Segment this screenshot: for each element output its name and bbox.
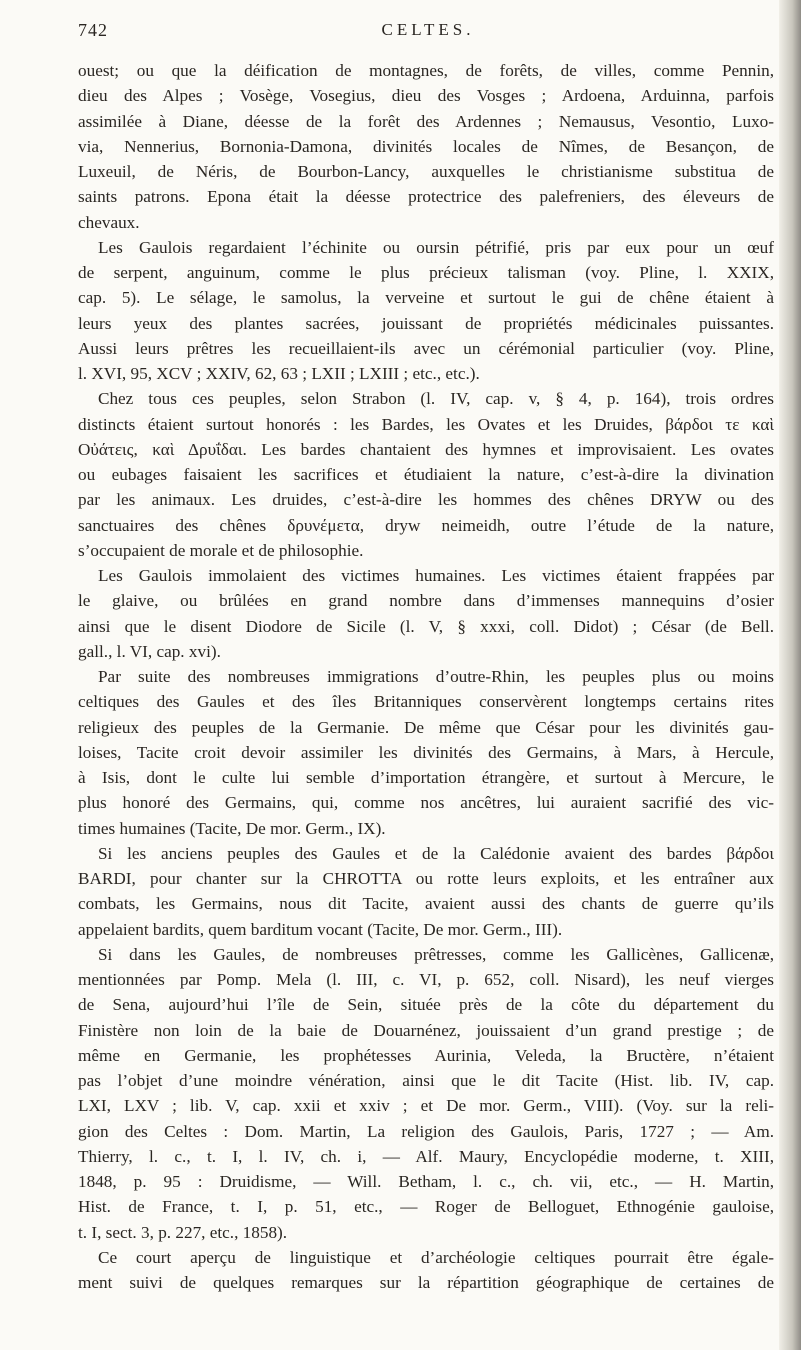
text-line: gall., l. VI, cap. xvi). xyxy=(78,641,221,661)
body-text xyxy=(78,58,774,1295)
page-edge-shadow xyxy=(779,0,801,1350)
text-line: l. XVI, 95, XCV ; XXIV, 62, 63 ; LXII ; LXIII ; etc., etc.). xyxy=(78,364,480,383)
text-line: Si les anciens peuples des Gaules et de la Calédonie avaient des bardes βάρδοι xyxy=(98,843,774,863)
text-line: Par suite des nombreuses immigrations d’outre-Rhin, les peuples plus ou moins xyxy=(98,667,774,686)
text-line: chevaux. xyxy=(78,212,140,232)
text-line: même en Germanie, les prophétesses Aurinia, Veleda, la Bructère, n’étaient xyxy=(78,1045,774,1065)
text-line: Thierry, l. c., t. I, l. IV, ch. i, — Alf. Maury, Encyclopédie moderne, t. XIII, xyxy=(78,1146,774,1166)
text-line: distincts étaient surtout honorés : les Bardes, les Ovates et les Druides, βάρδοι τε καὶ xyxy=(78,414,774,434)
text-line: Les Gaulois regardaient l’échinite ou oursin pétrifié, pris par eux pour un œuf xyxy=(98,237,774,257)
text-line: gion des Celtes : Dom. Martin, La religion des Gaulois, Paris, 1727 ; — Am. xyxy=(78,1121,774,1141)
text-line: appelaient bardits, quem barditum vocant (Tacite, De mor. Germ., III). xyxy=(78,919,563,939)
text-line: t. I, sect. 3, p. 227, etc., 1858). xyxy=(78,1222,288,1242)
text-line: BARDI, pour chanter sur la CHROTTA ou rotte leurs exploits, et les entraîner aux xyxy=(78,869,774,888)
text-line: combats, les Germains, nous dit Tacite, avaient aussi des chants de guerre qu’ils xyxy=(78,894,774,914)
text-line: via, Nennerius, Bornonia-Damona, divinités locales de Nîmes, de Besançon, de xyxy=(78,136,774,156)
text-line: mentionnées par Pomp. Mela (l. III, c. VI, p. 652, coll. Nisard), les neuf vierges xyxy=(78,970,774,989)
text-line: ou eubages faisaient les sacrifices et étudiaient la nature, c’est-à-dire la divination xyxy=(78,465,774,484)
page-header xyxy=(78,20,778,48)
text-line: plus honoré des Germains, qui, comme nos ancêtres, lui auraient sacrifié des vic- xyxy=(78,793,774,813)
text-line: s’occupaient de morale et de philosophie. xyxy=(78,540,364,560)
text-line: assimilée à Diane, déesse de la forêt des Ardennes ; Nemausus, Vesontio, Luxo- xyxy=(78,111,774,131)
running-title: CELTES. xyxy=(381,20,475,39)
text-line: cap. 5). Le sélage, le samolus, la verveine et surtout le gui de chêne étaient à xyxy=(78,288,774,308)
text-line: ment suivi de quelques remarques sur la répartition géographique de certaines de xyxy=(78,1273,774,1292)
text-line: à Isis, dont le culte lui semble d’importation étrangère, et surtout à Mercure, le xyxy=(78,768,774,787)
text-line: times humaines (Tacite, De mor. Germ., IX). xyxy=(78,818,386,838)
text-line: Ce court aperçu de linguistique et d’archéologie celtiques pourrait être égale- xyxy=(98,1247,774,1267)
text-line: Οὐάτεις, καὶ Δρυΐδαι. Les bardes chantaient des hymnes et improvisaient. Les ovates xyxy=(78,439,774,459)
page-number: 742 xyxy=(78,20,108,40)
text-line: LXI, LXV ; lib. V, cap. xxii et xxiv ; et De mor. Germ., VIII). (Voy. sur la reli- xyxy=(78,1096,774,1116)
text-line: de Sena, aujourd’hui l’île de Sein, située près de la côte du département du xyxy=(78,995,774,1015)
text-line: leurs yeux des plantes sacrées, jouissant de propriétés médicinales puissantes. xyxy=(78,313,774,333)
text-line: religieux des peuples de la Germanie. De même que César pour les divinités gau- xyxy=(78,717,774,737)
text-line: ainsi que le disent Diodore de Sicile (l. V, § xxxi, coll. Didot) ; César (de Bell. xyxy=(78,616,774,636)
text-line: 1848, p. 95 : Druidisme, — Will. Betham, l. c., ch. vii, etc., — H. Martin, xyxy=(78,1172,774,1191)
text-line: Les Gaulois immolaient des victimes humaines. Les victimes étaient frappées par xyxy=(98,566,774,585)
text-line: de serpent, anguinum, comme le plus précieux talisman (voy. Pline, l. XXIX, xyxy=(78,263,774,282)
text-line: le glaive, ou brûlées en grand nombre dans d’immenses mannequins d’osier xyxy=(78,591,774,611)
text-line: ouest; ou que la déification de montagnes, de forêts, de villes, comme Pennin, xyxy=(78,61,774,80)
text-line: Aussi leurs prêtres les recueillaient-ils avec un cérémonial particulier (voy. Pline, xyxy=(78,338,774,358)
text-line: par les animaux. Les druides, c’est-à-dire les hommes des chênes DRYW ou des xyxy=(78,490,774,510)
text-line: dieu des Alpes ; Vosège, Vosegius, dieu des Vosges ; Ardoena, Arduinna, parfois xyxy=(78,86,774,106)
text-line: pas l’objet d’une moindre vénération, ainsi que le dit Tacite (Hist. lib. IV, cap. xyxy=(78,1071,774,1090)
text-line: Hist. de France, t. I, p. 51, etc., — Roger de Belloguet, Ethnogénie gauloise, xyxy=(78,1197,774,1217)
text-line: sanctuaires des chênes δρυνέμετα, dryw neimeidh, outre l’étude de la nature, xyxy=(78,515,774,535)
text-line: Finistère non loin de la baie de Douarnénez, jouissaient d’un grand prestige ; de xyxy=(78,1020,774,1040)
text-line: loises, Tacite croit devoir assimiler les divinités des Germains, à Mars, à Hercule, xyxy=(78,742,774,762)
text-line: celtiques des Gaules et des îles Britanniques conservèrent longtemps certains rites xyxy=(78,692,774,712)
text-line: Chez tous ces peuples, selon Strabon (l. IV, cap. v, § 4, p. 164), trois ordres xyxy=(98,389,774,409)
text-line: Si dans les Gaules, de nombreuses prêtresses, comme les Gallicènes, Gallicenæ, xyxy=(98,944,774,964)
text-line: Luxeuil, de Néris, de Bourbon-Lancy, auxquelles le christianisme substitua de xyxy=(78,162,774,181)
text-line: saints patrons. Epona était la déesse protectrice des palefreniers, des éleveurs de xyxy=(78,187,774,207)
